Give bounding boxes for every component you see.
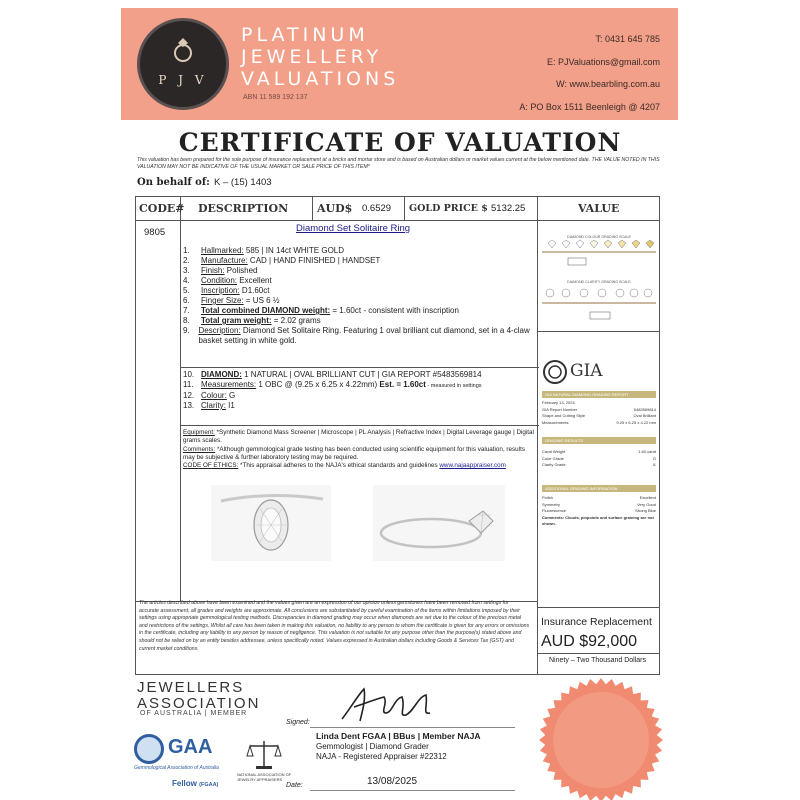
item-title: Diamond Set Solitaire Ring	[296, 223, 411, 234]
gaa-wordmark: GAA	[168, 736, 213, 758]
gia-row-key: Polish	[542, 495, 553, 500]
pjv-logo	[137, 18, 229, 110]
jaa-member: OF AUSTRALIA | MEMBER	[140, 710, 248, 717]
gia-row-key: Fluorescence	[542, 508, 567, 513]
appraiser-role-2: NAJA - Registered Appraiser #22312	[316, 752, 447, 761]
ring-photo-front	[211, 485, 331, 561]
gia-row-key: Shape and Cutting Style	[542, 413, 586, 418]
gia-results-bar: GRADING RESULTS	[542, 437, 656, 444]
equipment-text: *Synthetic Diamond Mass Screener | Microscope | PL Analysis | Refractive Index | Digital Leverage gauge | Digital grams scales.	[183, 429, 534, 445]
detail-line	[183, 380, 538, 391]
disclaimer-text: The articles described above have been examined and the values given are an expression of our opinion unless gemstones have been removed from settings for accurate assessment, all grades and weights are approximate. All conclusions are substantiated by careful examination of the items within limitations imposed by their settings using appropriate gemmological testing methods. Discrepancies in diamond grading may occur when diamonds are set due to the colour of the precious metal and restrictions of the settings. Whilst all care has been taken in making this valuation, no liability to any person to whom the certificate is given for any errors or omissions in the certificate, including any liability to any person by reason of negligence. This valuation is not suitable for any purpose other than the purpose(s) stated above and should not be relied on by an entity besides addressee, unless specifically noted. Values expressed in Australian dollars including Goods & Services Tax (GST) and current market conditions.	[139, 600, 530, 652]
naja-link[interactable]: www.najaappraiser.com	[439, 462, 506, 470]
line-body	[201, 391, 235, 401]
fellow-label: Fellow	[172, 779, 197, 788]
date-label: Date:	[286, 782, 303, 789]
line-text: 585 | IN 14ct WHITE GOLD	[243, 246, 345, 255]
line-label: Inscription:	[201, 286, 240, 295]
description-header: DESCRIPTION	[198, 202, 289, 215]
detail-line	[183, 391, 538, 401]
comments-label: Comments:	[183, 445, 216, 453]
detail-line	[183, 370, 538, 380]
gia-row	[542, 420, 656, 427]
gia-row-value: Oval Brilliant	[633, 413, 656, 418]
behalf-value: K – (15) 1403	[214, 177, 272, 188]
phone-number: T: 0431 645 785	[595, 34, 660, 44]
abn-number: ABN 11 589 192 137	[243, 94, 308, 101]
line-label: Condition:	[201, 276, 238, 285]
line-label: Description:	[198, 326, 241, 335]
gia-row-key: Measurements	[542, 419, 569, 425]
naja-label: NATIONAL ASSOCIATION OF JEWELRY APPRAISERS	[237, 772, 292, 782]
line-text: CAD | HAND FINISHED | HANDSET	[247, 256, 381, 265]
detail-line	[183, 266, 538, 276]
fellow-badge	[172, 779, 218, 788]
brand-name	[241, 24, 399, 90]
brand-line-3: VALUATIONS	[241, 68, 400, 90]
line-number: 9.	[183, 326, 190, 335]
gaa-name: Gemmological Association of Australia	[134, 765, 219, 771]
line-note: - measured in settings	[425, 383, 482, 389]
gia-report-bar: GIA NATURAL DIAMOND GRADING REPORT	[542, 391, 656, 398]
line-label: Measurements:	[201, 380, 257, 389]
gia-row-value: I1	[652, 462, 656, 467]
line-text: = US 6 ½	[243, 296, 280, 305]
gia-logo	[538, 357, 660, 387]
line-label: Finish:	[201, 266, 225, 275]
gia-row-key: Carat Weight	[542, 449, 566, 454]
line-body	[201, 296, 279, 306]
line-body	[201, 286, 269, 296]
detail-line	[183, 316, 538, 326]
line-number: 3.	[183, 266, 190, 275]
gia-row-key: Clarity Grade	[542, 462, 566, 467]
line-body	[201, 276, 272, 286]
ring-icon	[164, 37, 202, 63]
line-text: 1 OBC @ (9.25 x 6.25 x 4.22mm)	[256, 380, 380, 389]
gold-price-label: GOLD PRICE $	[409, 203, 488, 214]
brand-line-2: JEWELLERY	[241, 46, 383, 68]
line-label: Colour:	[201, 391, 227, 400]
line-label: Hallmarked:	[201, 246, 244, 255]
letterhead	[121, 8, 678, 120]
line-extra: Est. = 1.60ct	[379, 380, 426, 389]
colour-scale-chart	[538, 239, 660, 267]
line-number: 2.	[183, 256, 190, 265]
line-number: 1.	[183, 246, 190, 255]
detail-line	[183, 256, 538, 266]
colour-scale-title: DIAMOND COLOUR GRADING SCALE	[567, 235, 631, 239]
gia-row-value: G	[652, 455, 656, 461]
gia-row-value: Very Good	[637, 501, 656, 507]
insurance-label: Insurance Replacement	[541, 616, 652, 628]
line-text: = 1.60ct - consistent with inscription	[330, 306, 459, 315]
gia-row-key: GIA Report Number	[542, 406, 578, 412]
line-text: G	[226, 391, 236, 400]
email-address[interactable]: E: PJValuations@gmail.com	[546, 56, 660, 67]
website-link[interactable]: W: www.bearbling.com.au	[556, 79, 660, 89]
jaa-logo	[137, 680, 260, 712]
gia-comments: Comments: Clouds, pinpoints and surface graining are not shown.	[542, 514, 654, 526]
ring-photo-side	[373, 485, 505, 561]
value-header: VALUE	[578, 202, 620, 215]
gia-row-value: 9.25 x 6.25 x 4.22 mm	[616, 419, 656, 425]
code-header: CODE#	[139, 202, 185, 215]
line-body	[201, 306, 459, 316]
line-number: 13.	[183, 401, 195, 410]
gia-row-value: 1.60 carat	[638, 449, 656, 454]
line-label: Clarity:	[201, 401, 226, 410]
gia-row-value: Strong Blue	[635, 508, 656, 513]
clarity-scale-chart	[538, 284, 660, 322]
appraiser-role-1: Gemmologist | Diamond Grader	[316, 742, 429, 751]
line-number: 5.	[183, 286, 190, 295]
diamond-details	[183, 370, 538, 411]
gia-row	[542, 462, 656, 469]
line-body	[201, 380, 482, 391]
appraiser-roles	[316, 742, 447, 762]
gia-seal-icon	[542, 359, 568, 385]
appraiser-name: Linda Dent FGAA | BBus | Member NAJA	[316, 731, 481, 741]
seal-sticker-icon	[537, 676, 665, 800]
gia-report-block	[542, 400, 656, 426]
brand-line-1: PLATINUM	[241, 24, 369, 46]
line-label: Total combined DIAMOND weight:	[201, 306, 331, 315]
gia-row-key: Color Grade	[542, 455, 564, 461]
item-code: 9805	[144, 227, 166, 238]
line-body	[198, 326, 538, 346]
fellow-abbr: (FGAA)	[199, 782, 219, 788]
line-body	[201, 370, 482, 380]
line-body	[201, 401, 235, 411]
equipment-label: Equipment:	[183, 429, 215, 436]
logo-monogram: P J V	[158, 73, 208, 87]
signed-label: Signed:	[286, 719, 310, 726]
gold-price-value: 5132.25	[491, 203, 526, 214]
gia-row-key: Symmetry	[542, 501, 560, 507]
detail-line	[183, 326, 538, 346]
scales-icon	[246, 738, 282, 770]
behalf-label: On behalf of:	[137, 177, 210, 188]
line-label: Total gram weight:	[201, 316, 272, 325]
gia-date: February 13, 2024	[542, 400, 575, 405]
line-number: 12.	[183, 391, 195, 400]
line-label: Finger Size:	[201, 296, 244, 305]
preamble-text: This valuation has been prepared for the sole purpose of insurance replacement at a bricks and mortar store and is based on Australian dollars or market values current at the below mentioned date. THE VALUE NOTED IN THIS VALUATION MAY NOT BE INDICATIVE OF THE USUAL MARKET OR SALE PRICE OF THIS ITEM*	[137, 157, 660, 170]
detail-line	[183, 276, 538, 286]
line-number: 4.	[183, 276, 190, 285]
line-body	[201, 256, 380, 266]
gia-additional-bar: ADDITIONAL GRADING INFORMATION	[542, 485, 656, 492]
line-text: 1 NATURAL | OVAL BRILLIANT CUT | GIA REPORT #5483569814	[241, 370, 482, 379]
certificate-title: CERTIFICATE OF VALUATION	[178, 128, 622, 157]
contact-block	[519, 28, 660, 118]
gia-results-block	[542, 449, 656, 469]
insurance-words: Ninety – Two Thousand Dollars	[549, 657, 647, 664]
aud-value: 0.6529	[362, 203, 392, 214]
gaa-emblem-icon	[134, 734, 164, 764]
line-number: 6.	[183, 296, 190, 305]
notes-block	[183, 429, 538, 470]
line-number: 8.	[183, 316, 190, 325]
line-number: 11.	[183, 380, 194, 389]
signature-image	[336, 683, 436, 725]
clarity-scale-title: DIAMOND CLARITY GRADING SCALE	[567, 280, 631, 284]
line-number: 10.	[183, 370, 195, 379]
line-body	[201, 246, 344, 256]
detail-line	[183, 246, 538, 256]
line-label: DIAMOND:	[201, 370, 242, 379]
item-details	[183, 246, 538, 346]
postal-address: A: PO Box 1511 Beenleigh @ 4207	[519, 101, 660, 112]
insurance-value: AUD $92,000	[541, 633, 638, 650]
line-body	[201, 266, 257, 276]
line-text: = 2.02 grams	[271, 316, 321, 325]
line-number: 7.	[183, 306, 190, 315]
aud-label: AUD$	[317, 202, 353, 215]
detail-line	[183, 286, 538, 296]
detail-line	[183, 306, 538, 316]
jaa-line-1: JEWELLERS	[137, 679, 245, 696]
line-text: D1.60ct	[239, 286, 270, 295]
gia-row-value: 5483569814	[633, 406, 656, 412]
jaa-line-2: ASSOCIATION	[137, 695, 261, 712]
ethics-text: *This appraisal adheres to the NAJA's ethical standards and guidelines	[238, 462, 440, 470]
gia-row-value: Excellent	[639, 495, 656, 500]
line-text: I1	[225, 401, 235, 410]
detail-line	[183, 296, 538, 306]
detail-line	[183, 401, 538, 411]
line-text: Excellent	[237, 276, 272, 285]
ethics-label: CODE OF ETHICS:	[183, 462, 239, 470]
gia-additional-block	[542, 495, 656, 528]
line-body	[201, 316, 321, 326]
line-text: Diamond Set Solitaire Ring. Featuring 1 oval brilliant cut diamond, set in a 4-claw basket setting in white gold.	[198, 326, 530, 345]
line-label: Manufacture:	[201, 256, 248, 265]
comments-text: *Although gemmological grade testing has been conducted using scientific equipment for this valuation, results may be subjective & further laboratory testing may be required.	[183, 445, 525, 461]
grading-scales	[538, 221, 660, 327]
gia-wordmark: GIA	[570, 361, 603, 381]
valuation-date: 13/08/2025	[367, 776, 418, 787]
line-text: Polished	[224, 266, 258, 275]
